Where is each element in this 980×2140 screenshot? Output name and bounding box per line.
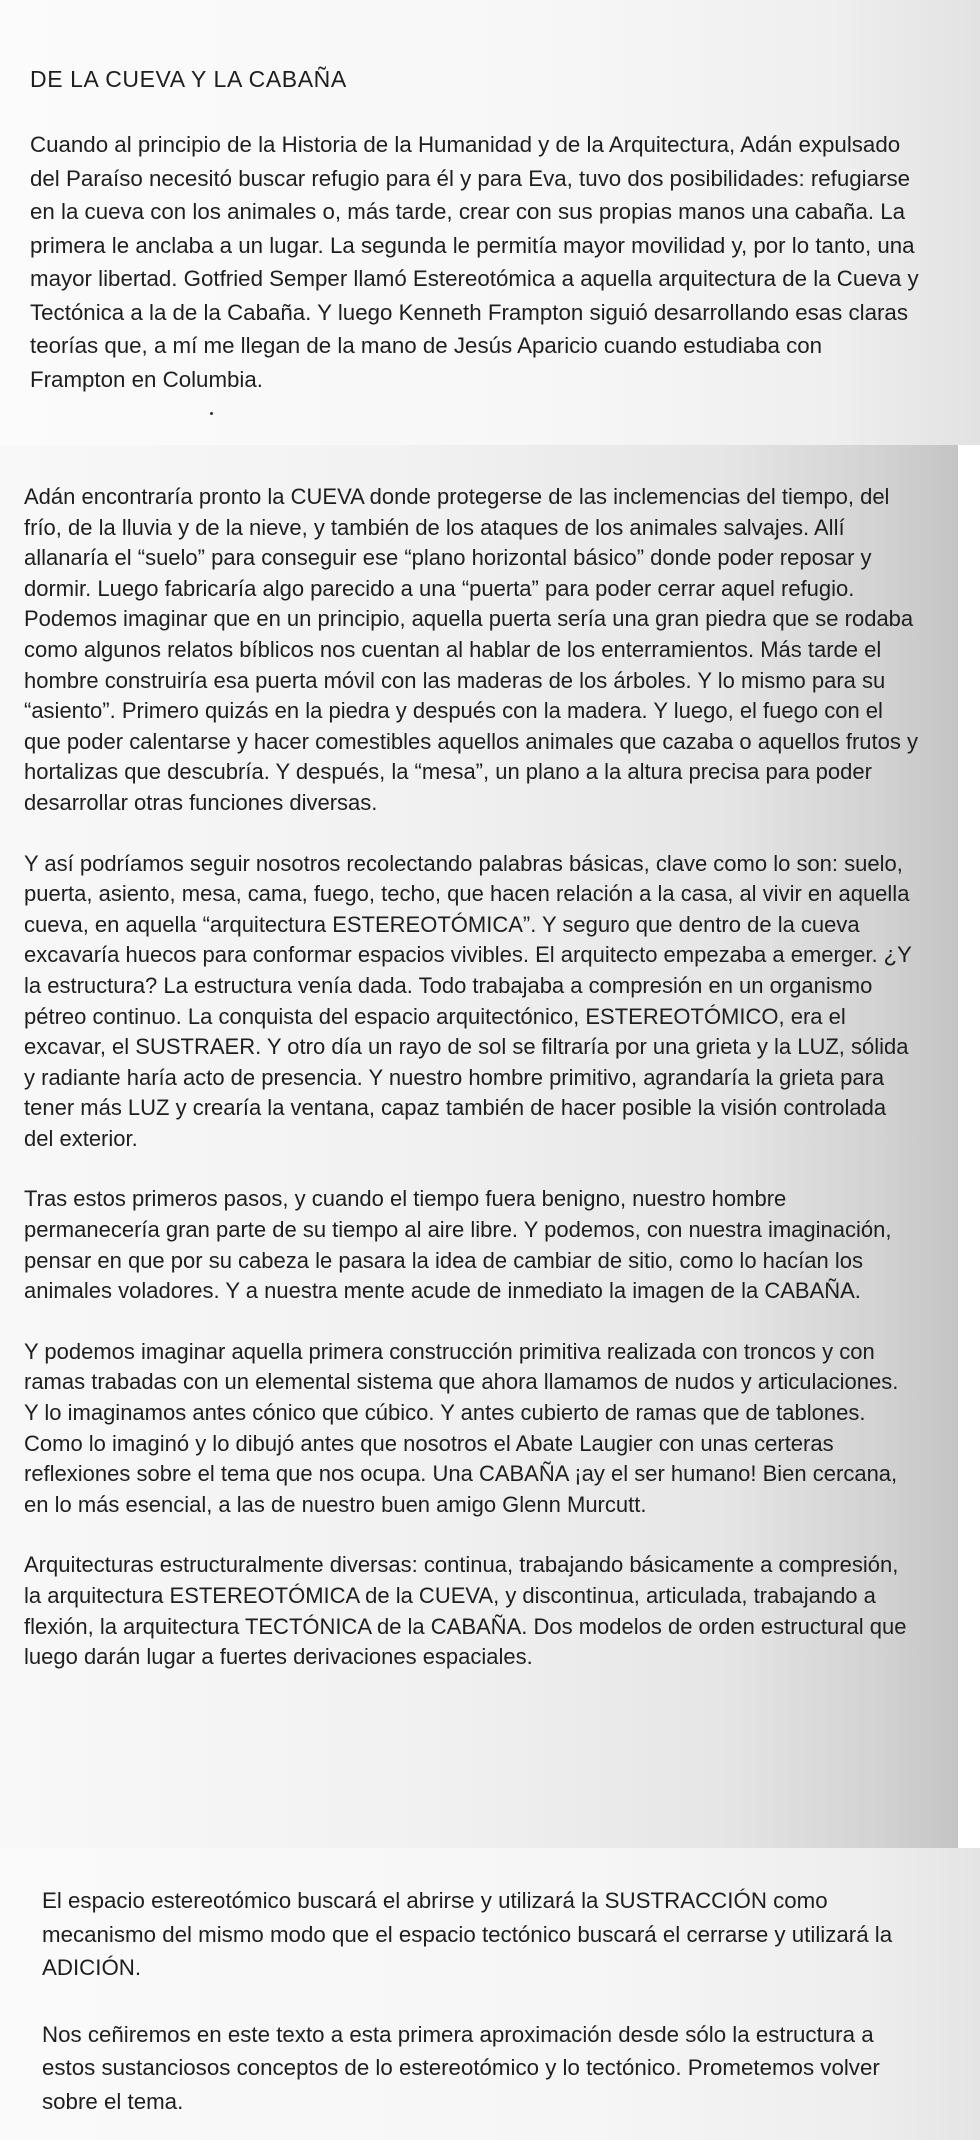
stray-mark bbox=[210, 412, 213, 415]
body-section bbox=[0, 445, 958, 1848]
intro-paragraph: Cuando al principio de la Historia de la Humanidad y de la Arquitectura, Adán expulsado del Paraíso necesitó buscar refugio para él y para Eva, tuvo dos posibilidades: refugiarse en la cueva con los animales o, más tarde, crear con sus propias manos una cabaña. La primera le anclaba a un lugar. La segunda le permitía mayor movilidad y, por lo tanto, una mayor libertad. Gotfried Semper llamó Estereotómica a aquella arquitectura de la Cueva y Tectónica a la de la Cabaña. Y luego Kenneth Frampton siguió desarrollando esas claras teorías que, a mí me llegan de la mano de Jesús Aparicio cuando estudiaba con Frampton en Columbia. bbox=[30, 132, 919, 392]
body-paragraph-estereotomica: Y así podríamos seguir nosotros recolectando palabras básicas, clave como lo son: suelo, puerta, asiento, mesa, cama, fuego, techo, que hacen relación a la casa, al vivir en aquella cueva, en aquella “arquitectura ESTEREOTÓMICA”. Y seguro que dentro de la cueva excavaría huecos para conformar espacios vivibles. El arquitecto empezaba a emerger. ¿Y la estructura? La estructura venía dada. Todo trabajaba a compresión en un organismo pétreo continuo. La conquista del espacio arquitectónico, ESTEREOTÓMICO, era el excavar, el SUSTRAER. Y otro día un rayo de sol se filtraría por una grieta y la LUZ, sólida y radiante haría acto de presencia. Y nuestro hombre primitivo, agrandaría la grieta para tener más LUZ y crearía la ventana, capaz también de hacer posible la visión controlada del exterior. bbox=[24, 850, 912, 1151]
body-paragraph-laugier: Y podemos imaginar aquella primera construcción primitiva realizada con troncos y con ramas trabadas con un elemental sistema que ahora llamamos de nudos y articulaciones. Y lo imaginamos antes cónico que cúbico. Y antes cubierto de ramas que de tablones. Como lo imaginó y lo dibujó antes que nosotros el Abate Laugier con unas certeras reflexiones sobre el tema que nos ocupa. Una CABAÑA ¡ay el ser humano! Bien cercana, en lo más esencial, a las de nuestro buen amigo Glenn Murcutt. bbox=[24, 1338, 899, 1517]
closing-paragraph-promise: Nos ceñiremos en este texto a esta primera aproximación desde sólo la estructura a estos sustanciosos conceptos de lo estereotómico y lo tectónico. Prometemos volver sobre el tema. bbox=[42, 2021, 880, 2114]
body-paragraph-cabana: Tras estos primeros pasos, y cuando el tiempo fuera benigno, nuestro hombre permanecería gran parte de su tiempo al aire libre. Y podemos, con nuestra imaginación, pensar en que por su cabeza le pasara la idea de cambiar de sitio, como lo hacían los animales voladores. Y a nuestra mente acude de inmediato la imagen de la CABAÑA. bbox=[24, 1186, 892, 1304]
body-paragraph-comparison: Arquitecturas estructuralmente diversas: continua, trabajando básicamente a compresión, la arquitectura ESTEREOTÓMICA de la CUEVA, y discontinua, articulada, trabajando a flexión, la arquitectura TECTÓNICA de la CABAÑA. Dos modelos de orden estructural que luego darán lugar a fuertes derivaciones espaciales. bbox=[24, 1552, 907, 1670]
page-gutter bbox=[958, 445, 980, 1848]
body-paragraph-cueva: Adán encontraría pronto la CUEVA donde protegerse de las inclemencias del tiempo, del frío, de la lluvia y de la nieve, y también de los ataques de los animales salvajes. Allí allanaría el “suelo” para conseguir ese “plano horizontal básico” donde poder reposar y dormir. Luego fabricaría algo parecido a una “puerta” para poder cerrar aquel refugio. Podemos imaginar que en un principio, aquella puerta sería una gran piedra que se rodaba como algunos relatos bíblicos nos cuentan al hablar de los enterramientos. Más tarde el hombre construiría esa puerta móvil con las maderas de los árboles. Y lo mismo para su “asiento”. Primero quizás en la piedra y después con la madera. Y luego, el fuego con el que poder calentarse y hacer comestibles aquellos animales que cazaba o aquellos frutos y hortalizas que descubría. Y después, la “mesa”, un plano a la altura precisa para poder desarrollar otras funciones diversas. bbox=[24, 484, 918, 815]
intro-section bbox=[0, 0, 980, 445]
page-title: DE LA CUEVA Y LA CABAÑA bbox=[30, 66, 347, 92]
closing-section bbox=[0, 1848, 980, 2140]
closing-paragraph-sustraccion: El espacio estereotómico buscará el abrirse y utilizará la SUSTRACCIÓN como mecanismo del mismo modo que el espacio tectónico buscará el cerrarse y utilizará la ADICIÓN. bbox=[42, 1888, 893, 1980]
